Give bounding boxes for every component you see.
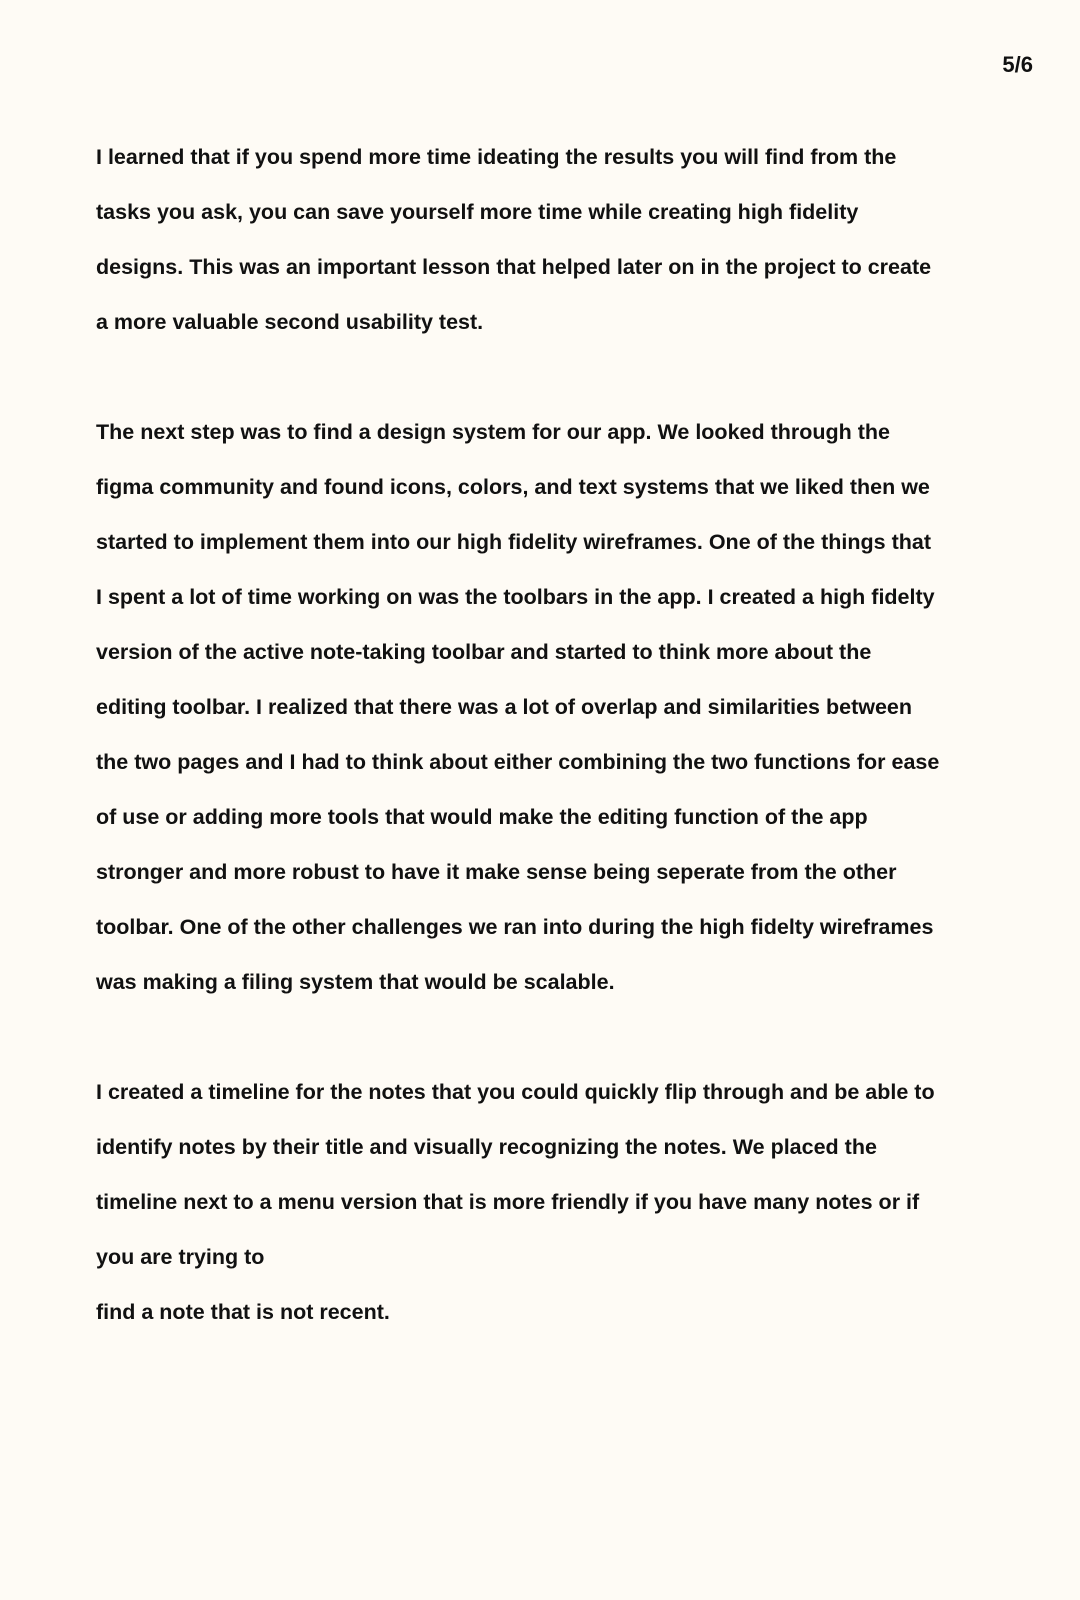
paragraph-ideation-lesson: I learned that if you spend more time ideating the results you will find from the tasks you ask, you can save yourself more time while creating high fidelity designs. This was an important lesson that helped later on in the project to create a more valuable second usability test.: [96, 145, 932, 334]
document-body: [96, 130, 996, 1340]
paragraph-timeline: I created a timeline for the notes that you could quickly flip through and be able to identify notes by their title and visually recognizing the notes. We placed the timeline next to a menu version that is more friendly if you have many notes or if you are trying to find a note that is not recent.: [96, 1080, 935, 1324]
page-number: 5/6: [1002, 52, 1033, 77]
paragraph-design-system: The next step was to find a design system for our app. We looked through the figma community and found icons, colors, and text systems that we liked then we started to implement them into our high fidelity wireframes. One of the things that I spent a lot of time working on was the toolbars in the app. I created a high fidelty version of the active note-taking toolbar and started to think more about the editing toolbar. I realized that there was a lot of overlap and similarities between the two pages and I had to think about either combining the two functions for ease of use or adding more tools that would make the editing function of the app stronger and more robust to have it make sense being seperate from the other toolbar. One of the other challenges we ran into during the high fidelty wireframes was making a filing system that would be scalable.: [96, 420, 940, 994]
